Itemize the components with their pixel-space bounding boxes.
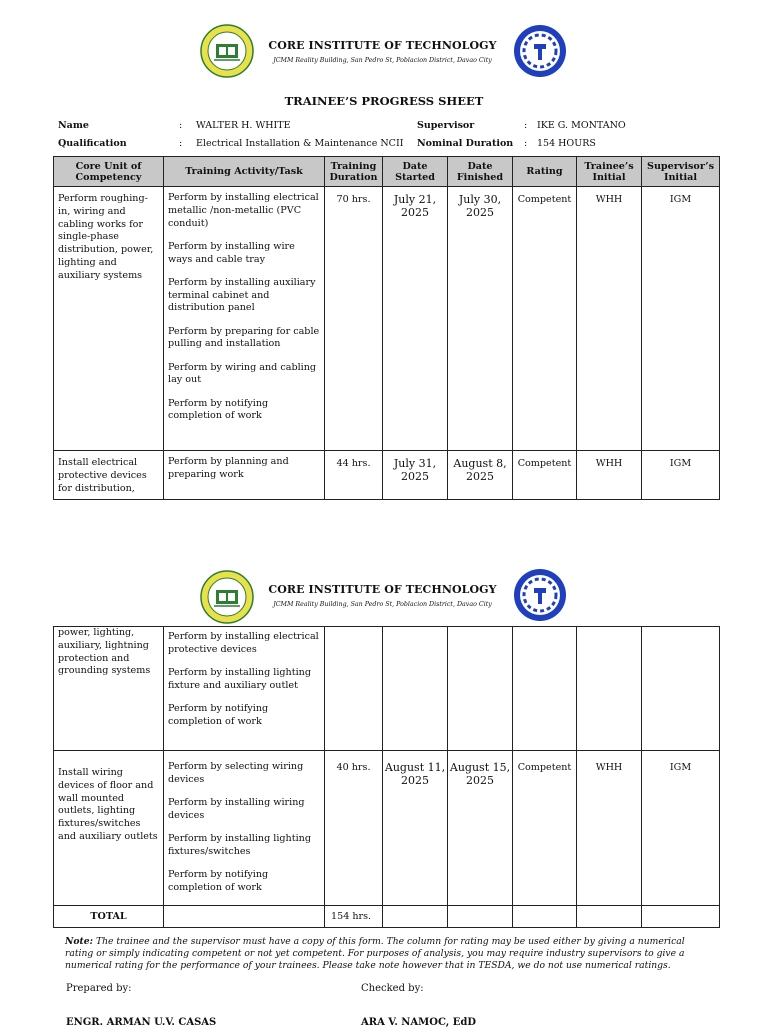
header-date-finished: Date Finished <box>448 157 513 187</box>
task-item: Perform by notifying completion of work <box>168 702 269 727</box>
progress-table-part-1 <box>53 156 720 500</box>
supervisor-initial-cell: IGM <box>642 751 720 906</box>
sheet-title: TRAINEE’S PROGRESS SHEET <box>284 94 484 108</box>
page-1 <box>0 0 768 508</box>
empty-cell <box>577 627 642 751</box>
header-core-unit: Core Unit of Competency <box>54 157 164 187</box>
info-duration-value: 154 HOURS <box>537 138 596 149</box>
date-started-cell: July 21, 2025 <box>383 187 448 451</box>
info-colon: : <box>524 138 528 149</box>
duration-cell: 44 hrs. <box>325 451 383 500</box>
page-2 <box>0 560 768 1028</box>
table-row <box>54 187 720 451</box>
prepared-by-label: Prepared by: <box>66 983 132 994</box>
institute-seal-icon <box>200 24 254 78</box>
trainee-initial-cell: WHH <box>577 451 642 500</box>
empty-cell <box>577 905 642 927</box>
table-row <box>54 627 720 751</box>
letterhead <box>0 20 768 84</box>
rating-cell: Competent <box>513 187 577 451</box>
institute-address: JCMM Reality Building, San Pedro St, Poblacion District, Davao City <box>273 601 492 608</box>
info-colon: : <box>179 120 183 131</box>
duration-cell: 40 hrs. <box>325 751 383 906</box>
core-unit-cell: Perform roughing-in, wiring and cabling works for single-phase distribution, power, lighting and auxiliary systems <box>54 187 164 451</box>
task-item: Perform by installing wire ways and cable tray <box>168 240 295 265</box>
header-date-started: Date Started <box>383 157 448 187</box>
prepared-by-name: ENGR. ARMAN U.V. CASAS <box>66 1017 217 1028</box>
empty-cell <box>448 627 513 751</box>
institute-name: CORE INSTITUTE OF TECHNOLOGY <box>268 583 497 596</box>
empty-cell <box>325 627 383 751</box>
date-started-cell: August 11, 2025 <box>383 751 448 906</box>
task-cell <box>164 627 325 751</box>
info-supervisor-value: IKE G. MONTANO <box>537 120 626 131</box>
checked-by-name: ARA V. NAMOC, EdD <box>361 1017 476 1028</box>
empty-cell <box>448 905 513 927</box>
letterhead <box>0 568 768 632</box>
date-finished-cell: August 15, 2025 <box>448 751 513 906</box>
table-row <box>54 451 720 500</box>
empty-cell <box>513 905 577 927</box>
task-item: Perform by preparing for cable pulling and installation <box>168 325 320 350</box>
task-item: Perform by installing wiring devices <box>168 796 305 821</box>
task-item: Perform by selecting wiring devices <box>168 761 304 785</box>
tesda-seal-icon <box>513 24 567 78</box>
task-item: Perform by planning and preparing work <box>168 456 289 480</box>
date-started-cell: July 31, 2025 <box>383 451 448 500</box>
note-text: The trainee and the supervisor must have a copy of this form. The column for rating may be used either by giving a numerical rating or simply indicating competent or not yet competent. For purposes of analysis, you may require industry supervisors to give a numerical rating for the performance of your trainees. Please take note however that in TESDA, we do not use numerical ratings. <box>65 936 685 971</box>
core-unit-cell: power, lighting, auxiliary, lightning protection and grounding systems <box>54 627 164 751</box>
header-training-activity: Training Activity/Task <box>164 157 325 187</box>
empty-cell <box>513 627 577 751</box>
supervisor-initial-cell: IGM <box>642 451 720 500</box>
duration-cell: 70 hrs. <box>325 187 383 451</box>
empty-cell <box>383 905 448 927</box>
empty-cell <box>642 627 720 751</box>
empty-cell <box>383 627 448 751</box>
info-name-value: WALTER H. WHITE <box>196 120 291 131</box>
footnote <box>65 936 715 972</box>
institute-address: JCMM Reality Building, San Pedro St, Poblacion District, Davao City <box>273 57 492 64</box>
header-training-duration: Training Duration <box>325 157 383 187</box>
table-header-row <box>54 157 720 187</box>
checked-by-label: Checked by: <box>361 983 424 994</box>
table-row <box>54 751 720 906</box>
date-finished-cell: July 30, 2025 <box>448 187 513 451</box>
institute-seal-icon <box>200 570 254 624</box>
rating-cell: Competent <box>513 751 577 906</box>
total-label: TOTAL <box>54 905 164 927</box>
trainee-initial-cell: WHH <box>577 751 642 906</box>
header-trainee-initial: Trainee’s Initial <box>577 157 642 187</box>
task-item: Perform by installing lighting fixture and auxiliary outlet <box>168 666 311 691</box>
task-cell <box>164 451 325 500</box>
progress-table-part-2 <box>53 626 720 928</box>
header-supervisor-initial: Supervisor’s Initial <box>642 157 720 187</box>
empty-cell <box>642 905 720 927</box>
info-qualification-label: Qualification <box>58 138 127 149</box>
note-label: Note: <box>65 936 94 947</box>
task-item: Perform by wiring and cabling lay out <box>168 361 317 386</box>
supervisor-initial-cell: IGM <box>642 187 720 451</box>
total-duration: 154 hrs. <box>325 905 383 927</box>
core-unit-cell: Install wiring devices of floor and wall mounted outlets, lighting fixtures/switches and auxiliary outlets <box>54 751 164 906</box>
task-item: Perform by notifying completion of work <box>168 868 269 893</box>
task-item: Perform by notifying completion of work <box>168 397 269 422</box>
task-item: Perform by installing electrical metallic /non-metallic (PVC conduit) <box>168 192 319 229</box>
table-total-row <box>54 905 720 927</box>
tesda-seal-icon <box>513 568 567 622</box>
rating-cell: Competent <box>513 451 577 500</box>
institute-name: CORE INSTITUTE OF TECHNOLOGY <box>268 39 497 52</box>
info-duration-label: Nominal Duration <box>417 138 514 149</box>
header-rating: Rating <box>513 157 577 187</box>
info-name-label: Name <box>58 120 89 131</box>
info-supervisor-label: Supervisor <box>417 120 475 131</box>
task-item: Perform by installing auxiliary terminal cabinet and distribution panel <box>168 276 316 314</box>
task-cell <box>164 751 325 906</box>
info-qualification-value: Electrical Installation & Maintenance NCII <box>196 138 404 149</box>
empty-cell <box>164 905 325 927</box>
info-colon: : <box>179 138 183 149</box>
trainee-initial-cell: WHH <box>577 187 642 451</box>
task-item: Perform by installing electrical protective devices <box>168 631 319 655</box>
info-colon: : <box>524 120 528 131</box>
task-item: Perform by installing lighting fixtures/switches <box>168 832 311 857</box>
date-finished-cell: August 8, 2025 <box>448 451 513 500</box>
task-cell <box>164 187 325 451</box>
core-unit-cell: Install electrical protective devices for distribution, <box>54 451 164 500</box>
